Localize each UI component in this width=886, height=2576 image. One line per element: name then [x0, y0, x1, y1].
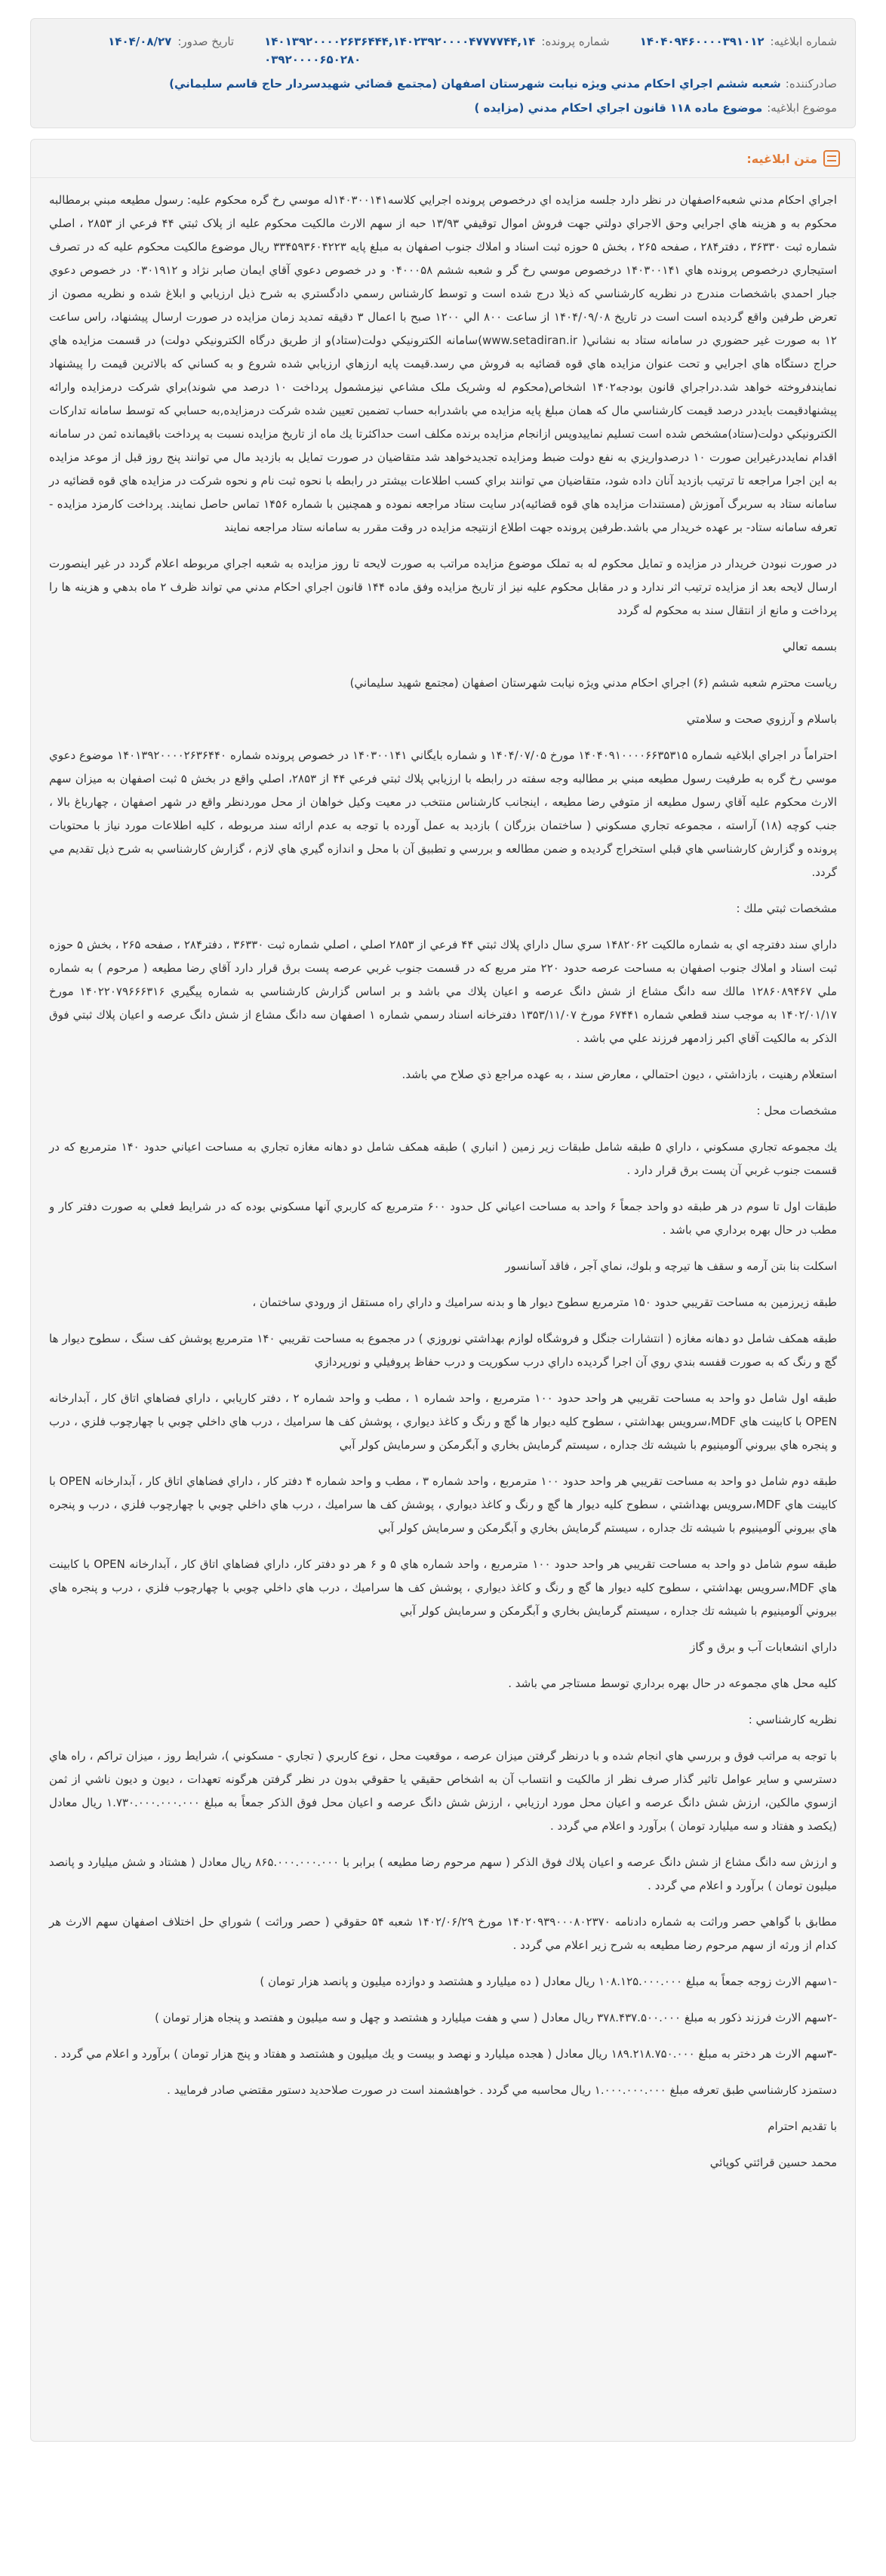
notice-paragraph: داراي انشعابات آب و برق و گاز: [690, 1640, 837, 1654]
document-icon: [823, 150, 840, 167]
notice-paragraph: احتراماً در اجراي ابلاغيه شماره ۱۴۰۴۰۹۱۰۰۰۰۶۶۳۵۳۱۵ مورخ ۱۴۰۴/۰۷/۰۵ و شماره بايگاني ۱۴۰۳۰۰۱۴۱ در خصوص پرونده شماره ۱۴۰۱۳۹۲۰۰۰۰۲۶۳۶۴۴۰ موضوع دعوي موسي رخ گره به طرفيت رسول مطيعه مبني بر مطالبه وجه سفته در رابطه با ارزيابي پلاك ثبتي فرعي ۴۴ از ۲۸۵۳، اصلي واقع در بخش ۵ ثبت اصفهان به ميزان سهم الارث محكوم عليه آقاي رسول مطيعه از متوفي رضا مطيعه ، اينجانب كارشناس منتخب در معيت وكيل خواهان از محل موردنظر واقع در شهر اصفهان ، چهارباغ بالا ، جنب كوچه (۱۸) آراسته ، مجموعه تجاري مسكوني ( ساختمان بزرگان ) بازديد به عمل آورده با توجه به عدم ارائه سند مربوطه ، كليه اطلاعات مورد نياز با محتويات پرونده و گزارش كارشناسي هاي قبلي استخراج گرديده و ضمن مطالعه و بررسي و تطبيق آن با محل و اندازه گيري هاي لازم ، گزارش كارشناسي به شرح ذيل تقديم مي گردد.: [49, 749, 838, 879]
notice-paragraph: طبقه دوم شامل دو واحد به مساحت تقريبي هر واحد حدود ۱۰۰ مترمربع ، واحد شماره ۳ ، مطب و واحد شماره ۴ دفتر كار ، داراي فضاهاي اتاق كار ، آبدارخانه OPEN با كابينت هاي MDF،سرويس بهداشتي ، سطوح كليه ديوار ها گچ و رنگ و كاغذ ديواري ، پوشش كف ها سراميك ، درب هاي داخلي چوبي با چهارچوب فلزي ، درب و پنجره هاي بيروني آلومينيوم با شيشه تك جداره ، سيستم گرمايش بخاري و آبگرمكن و سرمايش كولر آبي: [49, 1474, 837, 1535]
subject-row: [49, 99, 837, 117]
subject-label: موضوع ابلاغیه:: [767, 101, 837, 115]
notice-paragraph: -۳سهم الارث هر دختر به مبلغ ۱۸۹.۲۱۸.۷۵۰.۰۰۰ ريال معادل ( هجده ميليارد و نهصد و بيست و يك ميليون و هشتصد و هفتاد و پنج هزار تومان ) برآورد و اعلام مي گردد .: [54, 2047, 837, 2061]
notice-paragraph: بسمه تعالي: [782, 640, 837, 653]
case-number-line: ۰۳۹۲۰۰۰۰۶۵۰۲۸۰: [264, 53, 361, 66]
notice-paragraph: با توجه به مراتب فوق و بررسي هاي انجام شده و با درنظر گرفتن ميزان عرصه ، موقعيت محل ، نوع كاربري ( تجاري - مسكوني )، شرايط روز ، ميزان تراكم ، راه هاي دسترسي و ساير عوامل تاثير گذار صرف نظر از مالكيت و انتساب آن به اشخاص حقيقي يا حقوقي بدون در نظر گرفتن هرگونه تعهدات ، ديون و ديون ناشي از ثمن ازسوي مالكين، ارزش شش دانگ عرصه و اعيان محل مورد ارزيابي ، ارزش شش دانگ عرصه و اعيان محل فوق الذكر جمعاً به مبلغ ۱.۷۳۰.۰۰۰.۰۰۰.۰۰۰ ريال معادل (يكصد و هفتاد و سه ميليارد تومان ) برآورد و اعلام مي گردد .: [49, 1749, 837, 1833]
case-number-cell: [264, 32, 610, 69]
notice-paragraph: و ارزش سه دانگ مشاع از شش دانگ عرصه و اعيان پلاك فوق الذكر ( سهم مرحوم رضا مطيعه ) برابر با ۸۶۵.۰۰۰.۰۰۰.۰۰۰ ريال معادل ( هشتاد و شش ميليارد و پانصد ميليون تومان ) برآورد و اعلام مي گردد .: [49, 1855, 837, 1892]
notice-paragraph: طبقات اول تا سوم در هر طبقه دو واحد جمعاً ۶ واحد به مساحت اعياني كل حدود ۶۰۰ مترمربع كه كاربري آنها مسكوني بوده كه در شرايط فعلي به صورت دفتر كار و مطب در حال بهره برداري مي باشد .: [49, 1200, 837, 1237]
notice-paragraph: كليه محل هاي مجموعه در حال بهره برداري توسط مستاجر مي باشد .: [508, 1677, 837, 1690]
notice-paragraph: استعلام رهنيت ، بازداشتي ، ديون احتمالي ، معارض سند ، به عهده مراجع ذي صلاح مي باشد.: [401, 1068, 837, 1081]
notice-paragraph: طبقه سوم شامل دو واحد به مساحت تقريبي هر واحد حدود ۱۰۰ مترمربع ، واحد شماره هاي ۵ و ۶ هر دو دفتر كار، داراي فضاهاي اتاق كار ، آبدارخانه OPEN با كابينت هاي MDF،سرويس بهداشتي ، سطوح كليه ديوار ها گچ و رنگ و كاغذ ديواري ، پوشش كف ها سراميك ، درب هاي داخلي چوبي با چهارچوب فلزي ، درب و پنجره هاي بيروني آلومينيوم با شيشه تك جداره ، سيستم گرمايش بخاري و آبگرمكن و سرمايش كولر آبي: [49, 1557, 837, 1618]
case-number-values: [264, 32, 535, 69]
notice-title: متن ابلاغیه:: [746, 151, 817, 166]
issuer-label: صادرکننده:: [785, 77, 837, 91]
notice-number-label: شماره ابلاغیه:: [770, 35, 837, 48]
case-number-label: شماره پرونده:: [541, 35, 610, 48]
notice-paragraph: دستمزد كارشناسي طبق تعرفه مبلغ ۱.۰۰۰.۰۰۰.۰۰۰ ريال محاسبه مي گردد . خواهشمند است در صورت صلاحديد دستور مقتضي صادر فرماييد .: [167, 2083, 837, 2097]
notice-paragraph: مشخصات ثبتي ملك :: [736, 902, 837, 915]
notice-text-panel: [30, 139, 856, 2442]
notice-paragraph: طبقه اول شامل دو واحد به مساحت تقريبي هر واحد حدود ۱۰۰ مترمربع ، واحد شماره ۱ ، مطب و واحد شماره ۲ ، دفتر كاريابي ، داراي فضاهاي اتاق كار ، آبدارخانه OPEN با كابينت هاي MDF،سرويس بهداشتي ، سطوح كليه ديوار ها گچ و رنگ و كاغذ ديواري ، پوشش كف ها سراميك ، درب هاي داخلي چوبي با چهارچوب فلزي ، درب و پنجره هاي بيروني آلومينيوم با شيشه تك جداره ، سيستم گرمايش بخاري و آبگرمكن و سرمايش كولر آبي: [49, 1391, 837, 1452]
meta-row-numbers: [49, 32, 837, 69]
notice-paragraph: طبقه زيرزمين به مساحت تقريبي حدود ۱۵۰ مترمربع سطوح ديوار ها و بدنه سراميك و داراي راه مستقل از ورودي ساختمان ،: [252, 1296, 837, 1309]
notice-paragraph: باسلام و آرزوي صحت و سلامتي: [686, 712, 837, 726]
notice-paragraph: در صورت نبودن خريدار در مزايده و تمايل محكوم له به تملک موضوع مزايده مراتب به صورت لايحه تا روز مزايده به شعبه اجراي مربوطه اعلام گردد در غير اينصورت ارسال لايحه بعد از مزايده ترتيب اثر ندارد و در مقابل محكوم عليه نيز از تاريخ مزايده وفق ماده ۱۴۴ قانون اجراي احكام مدني مي تواند ظرف ۲ ماه بدهي و هزينه ها را پرداخت و مانع از انتقال سند به محكوم له گردد: [49, 557, 837, 617]
notice-body: [31, 178, 855, 2195]
issuer-value: شعبه ششم اجراي احکام مدني ويژه نيابت شهرستان اصفهان (مجتمع قضائي شهيدسردار حاج قاسم سليماني): [169, 77, 781, 91]
notice-paragraph: مشخصات محل :: [756, 1104, 837, 1117]
notice-number-value: ۱۴۰۴۰۹۴۶۰۰۰۰۳۹۱۰۱۲: [639, 35, 764, 48]
case-number-line: ۱۴۰۱۳۹۲۰۰۰۰۲۶۳۶۴۴۴,۱۴۰۲۳۹۲۰۰۰۰۴۷۷۷۷۴۴,۱۴: [264, 35, 536, 48]
notice-paragraph: يك مجموعه تجاري مسكوني ، داراي ۵ طبقه شامل طبقات زير زمين ( انباري ) طبقه همكف شامل دو دهانه مغازه تجاري به مساحت اعياني حدود ۱۴۰ مترمربع كه در قسمت جنوب غربي آن پست برق قرار دارد .: [49, 1140, 837, 1177]
notice-number-cell: [640, 32, 837, 51]
notice-paragraph: محمد حسين قرائتي كوپائي: [709, 2156, 837, 2169]
notice-metadata-panel: [30, 18, 856, 128]
issue-date-value: ۱۴۰۴/۰۸/۲۷: [108, 35, 172, 48]
notice-paragraph: -۲سهم الارث فرزند ذكور به مبلغ ۳۷۸.۴۳۷.۵۰۰.۰۰۰ ريال معادل ( سي و هفت ميليارد و هشتصد و چهل و سه ميليون و هفتصد و پنجاه هزار تومان ): [155, 2011, 837, 2024]
subject-value: موضوع ماده ۱۱۸ قانون اجراي احكام مدني (مزايده ): [474, 101, 763, 115]
issue-date-label: تاریخ صدور:: [177, 35, 235, 48]
issuer-row: [49, 75, 837, 93]
notice-paragraph: نظريه كارشناسي :: [748, 1713, 837, 1726]
notice-paragraph: -۱سهم الارث زوجه جمعاً به مبلغ ۱۰۸.۱۲۵.۰۰۰.۰۰۰ ريال معادل ( ده ميليارد و هشتصد و دوازده ميليون و پانصد هزار تومان ): [260, 1975, 837, 1988]
notice-paragraph: طبقه همكف شامل دو دهانه مغازه ( انتشارات جنگل و فروشگاه لوازم بهداشتي نوروزي ) در مجموع به مساحت تقريبي ۱۴۰ مترمربع پوشش كف سنگ ، سطوح ديوار ها گچ و رنگ كه به صورت قفسه بندي روي آن اجرا گرديده داراي درب سكوريت و درب حفاظ پروفيلي و نورپردازي: [49, 1332, 837, 1369]
issue-date-cell: [108, 32, 234, 51]
notice-paragraph: با تقديم احترام: [768, 2120, 837, 2133]
notice-paragraph: مطابق با گواهي حصر وراثت به شماره دادنامه ۱۴۰۲۰۹۳۹۰۰۰۸۰۲۳۷۰ مورخ ۱۴۰۲/۰۶/۲۹ شعبه ۵۴ حقوقي ( حصر وراثت ) شوراي حل اختلاف اصفهان سهم الارث هر كدام از ورثه از سهم مرحوم رضا مطيعه به شرح زير اعلام مي گردد .: [49, 1915, 837, 1952]
notice-paragraph: اجراي احکام مدني شعبه۶اصفهان در نظر دارد جلسه مزايده اي درخصوص پرونده اجرايي كلاسه۱۴۰۳۰۰۱۴۱له موسي رخ گره محكوم عليه: رسول مطيعه مبني برمطالبه محكوم به و هزينه هاي اجرايي وحق الاجراي دولتي جهت فروش اموال توقيفي ۱۳/۹۳ حبه از سهم الارث مالکيت محکوم عليه از پلاک ثبتي ۴۴ فرعي از ۲۸۵۳ ، اصلي شماره ثبت ۳۶۳۳۰ ، دفتر۲۸۴ ، صفحه ۲۶۵ ، بخش ۵ حوزه ثبت اسناد و املاك جنوب اصفهان به مبلغ پايه ۳۳۴۵۹۳۶۰۴۲۲۳ ريال موضوع مالكيت محکوم عليه كه در تصرف استيجاري درخصوص پرونده هاي ۱۴۰۳۰۰۱۴۱ درخصوص موسي رخ گر و شعبه ششم ۰۴۰۰۰۵۸ و در خصوص دعوي آقاي ايمان صابر نژاد و ۰۳۰۱۹۱۲ در خصوص دعوي جبار احمدي باشخصات مندرج در نظريه كارشناسي كه ذيلا درج شده است و توسط كارشناس رسمي دادگستري به شرح ذيل ارزيابي و ابلاغ شده و نظريه مصون از تعرض طرفين واقع گرديده است است در تاريخ ۱۴۰۴/۰۹/۰۸ از ساعت ۸۰۰ الي ۱۲۰۰ صبح با اعمال ۳ دقيقه تمديد زمان مزايده در صورت ارسال پيشنهاد، راس ساعت ۱۲ به صورت غير حضوري در سامانه ستاد به نشاني( www.setadiran.ir)سامانه الكترونيكي دولت(ستاد)و از طريق درگاه الكترونيكي دولت) در قسمت مزايده هاي حراج دستگاه هاي اجرايي و تحت عنوان مزايده هاي قوه قضائيه به فروش مي رسد.قيمت پايه ارزهاي ارزيابي شده شروع و به كساني كه بالاترين قيمت را پيشنهاد نمايندفروخته خواهد شد.دراجراي قانون بودجه۱۴۰۲ اشخاص(محكوم له وشريک ملک مشاعي نيزمشمول پرداخت ۱۰ درصد مي شوند)براي شرکت درمزايده وارائه پيشنهادقيمت بايددر درصد قيمت كارشناسي مال كه همان مبلغ پايه مزايده مي باشدرابه حساب تضمين تعيين شده شركت درمزايده,به حسابي كه توسط سامانه تداركات الكترونيكي دولت(ستاد)مشخص شده است تسليم نماييدوپس ازانجام مزايده برنده مكلف است حداكثرتا يك ماه از تاريخ مزايده نسبت به پرداخت باقيمانده ثمن در سامانه اقدام نمايددرغيراين صورت ۱۰ درصدواريزي به نفع دولت ضبط ومزايده تجديدخواهد شد متقاضيان در صورت تمايل به بازديد مال مي توانند پنج روز قبل از موعد مزايده به اين اجرا مراجعه تا ترتيب بازديد آنان داده شود، متقاضيان مي توانند براي كسب اطلاعات بيشتر در رابطه با نحوه ثبت نام و نحوه شركت در مزايده هاي قوه قضائيه در سامانه ستاد به سربرگ آموزش (مستندات مزايده هاي قوه قضائيه)در سايت ستاد مراجعه نموده و همچنين با شماره ۱۴۵۶ تماس حاصل نمايند. پرداخت كارمزد مزايده - تعرفه سامانه ستاد- بر عهده خريدار مي باشد.طرفين پرونده جهت اطلاع ازنتيجه مزايده در وقت مقرر به سامانه ستاد مراجعه نمايند: [49, 193, 838, 534]
notice-paragraph: رياست محترم شعبه ششم (۶) اجراي احكام مدني ويژه نيابت شهرستان اصفهان (مجتمع شهيد سليماني): [349, 676, 837, 690]
notice-header: [31, 140, 855, 178]
notice-paragraph: اسكلت بنا بتن آرمه و سقف ها تيرچه و بلوك، نماي آجر ، فاقد آسانسور: [505, 1259, 837, 1273]
notice-paragraph: داراي سند دفترچه اي به شماره مالكيت ۱۴۸۲۰۶۲ سري سال داراي پلاك ثبتي ۴۴ فرعي از ۲۸۵۳ اصلي ، اصلي شماره ثبت ۳۶۳۳۰ ، دفتر۲۸۴ ، صفحه ۲۶۵ ، بخش ۵ حوزه ثبت اسناد و املاك جنوب اصفهان به مساحت عرصه حدود ۲۲۰ متر مربع كه در قسمت جنوب غربي عرصه پست برق قرار دارد آقاي رضا مطيعه ( مرحوم ) به شماره ملي ۱۲۸۶۰۸۹۴۶۷ مالك سه دانگ مشاع از شش دانگ عرصه و اعيان پلاك مي باشد و بر اساس گزارش كارشناسي به شماره پيگيري ۱۴۰۲۲۰۷۹۶۶۶۳۱۶ مورخ ۱۴۰۲/۰۱/۱۷ به موجب سند قطعي شماره ۶۷۴۴۱ مورخ ۱۳۵۳/۱۱/۰۷ دفترخانه اسناد رسمي شماره ۱ اصفهان سه دانگ مشاع از شش دانگ عرصه و اعيان پلاك ثبتي فوق الذكر به مالكيت آقاي اكبر زادمهر فرزند علي مي باشد .: [49, 938, 838, 1045]
